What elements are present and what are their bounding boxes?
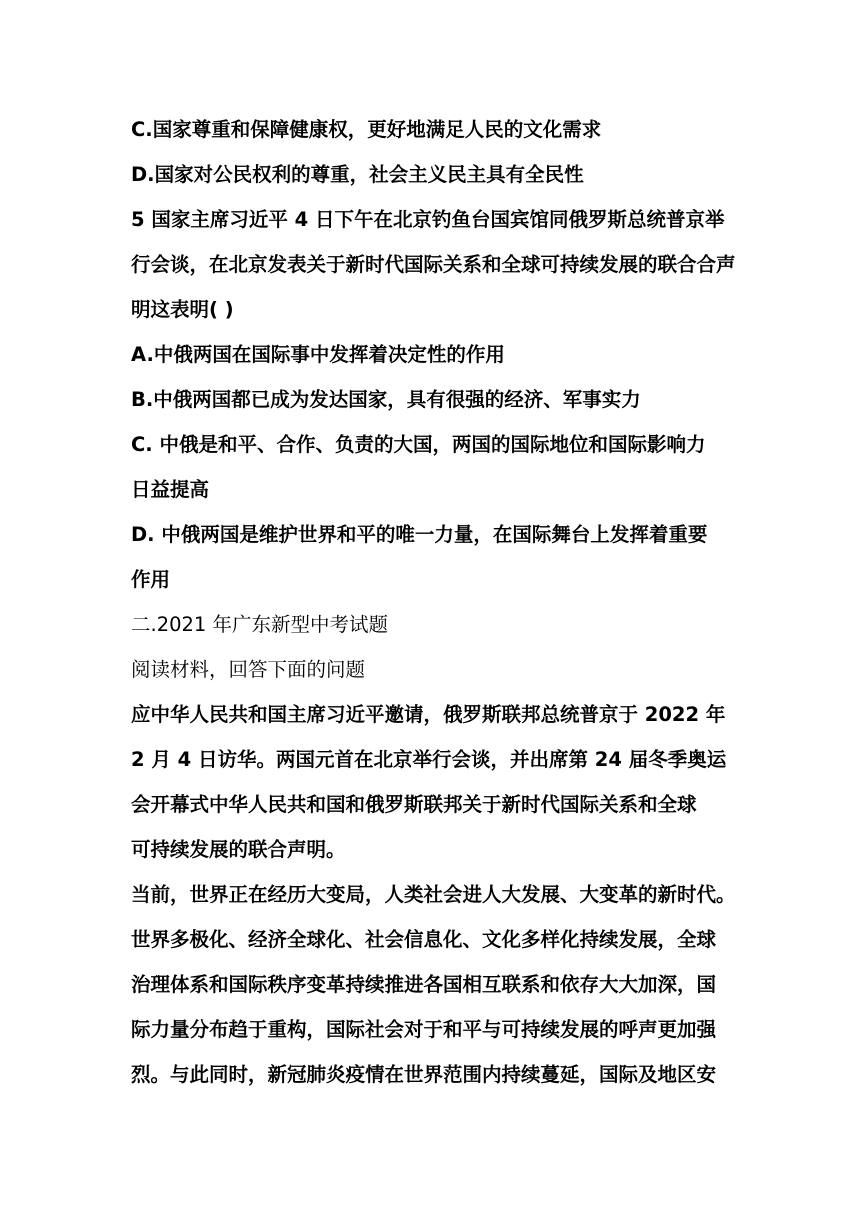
instruction: 阅读材料，回答下面的问题: [131, 658, 366, 681]
material-paragraph-1: [131, 692, 736, 872]
material-line: 当前，世界正在经历大变局，人类社会进人大发展、大变革的新时代。: [131, 883, 736, 906]
option-c-prev: C.国家尊重和保障健康权，更好地满足人民的文化需求: [131, 118, 602, 141]
question-5-line: 5 国家主席习近平 4 日下午在北京钓鱼台国宾馆同俄罗斯总统普京举: [131, 208, 725, 231]
option-d-line: D. 中俄两国是维护世界和平的唯一力量，在国际舞台上发挥着重要: [131, 523, 708, 546]
material-line: 可持续发展的联合声明。: [131, 838, 346, 861]
section-2-title: 二.2021 年广东新型中考试题: [131, 613, 389, 636]
material-line: 治理体系和国际秩序变革持续推进各国相互联系和依存大大加深，国: [131, 973, 717, 996]
option-d-line: 作用: [131, 568, 171, 591]
material-line: 烈。与此同时，新冠肺炎疫情在世界范围内持续蔓延，国际及地区安: [131, 1063, 717, 1086]
question-5-option-d: [131, 512, 736, 602]
option-c-line: C. 中俄是和平、合作、负责的大国，两国的国际地位和国际影响力: [131, 433, 706, 456]
question-5-option-a: A.中俄两国在国际事中发挥着决定性的作用: [131, 343, 505, 366]
option-c-line: 日益提高: [131, 478, 210, 501]
material-line: 际力量分布趋于重构，国际社会对于和平与可持续发展的呼声更加强: [131, 1018, 717, 1041]
material-line: 会开幕式中华人民共和国和俄罗斯联邦关于新时代国际关系和全球: [131, 793, 697, 816]
question-5-line: 明这表明( ): [131, 298, 234, 321]
question-5-stem: [131, 197, 736, 332]
question-5-option-b: B.中俄两国都已成为发达国家，具有很强的经济、军事实力: [131, 388, 641, 411]
material-line: 应中华人民共和国主席习近平邀请，俄罗斯联邦总统普京于 2022 年: [131, 703, 726, 726]
document-page: [131, 107, 736, 1097]
material-paragraph-2: [131, 872, 736, 1097]
material-line: 2 月 4 日访华。两国元首在北京举行会谈，并出席第 24 届冬季奥运: [131, 748, 727, 771]
question-5-option-c: [131, 422, 736, 512]
material-line: 世界多极化、经济全球化、社会信息化、文化多样化持续发展，全球: [131, 928, 717, 951]
option-d-prev: D.国家对公民权利的尊重，社会主义民主具有全民性: [131, 163, 584, 186]
question-5-line: 行会谈，在北京发表关于新时代国际关系和全球可持续发展的联合合声: [131, 253, 736, 276]
